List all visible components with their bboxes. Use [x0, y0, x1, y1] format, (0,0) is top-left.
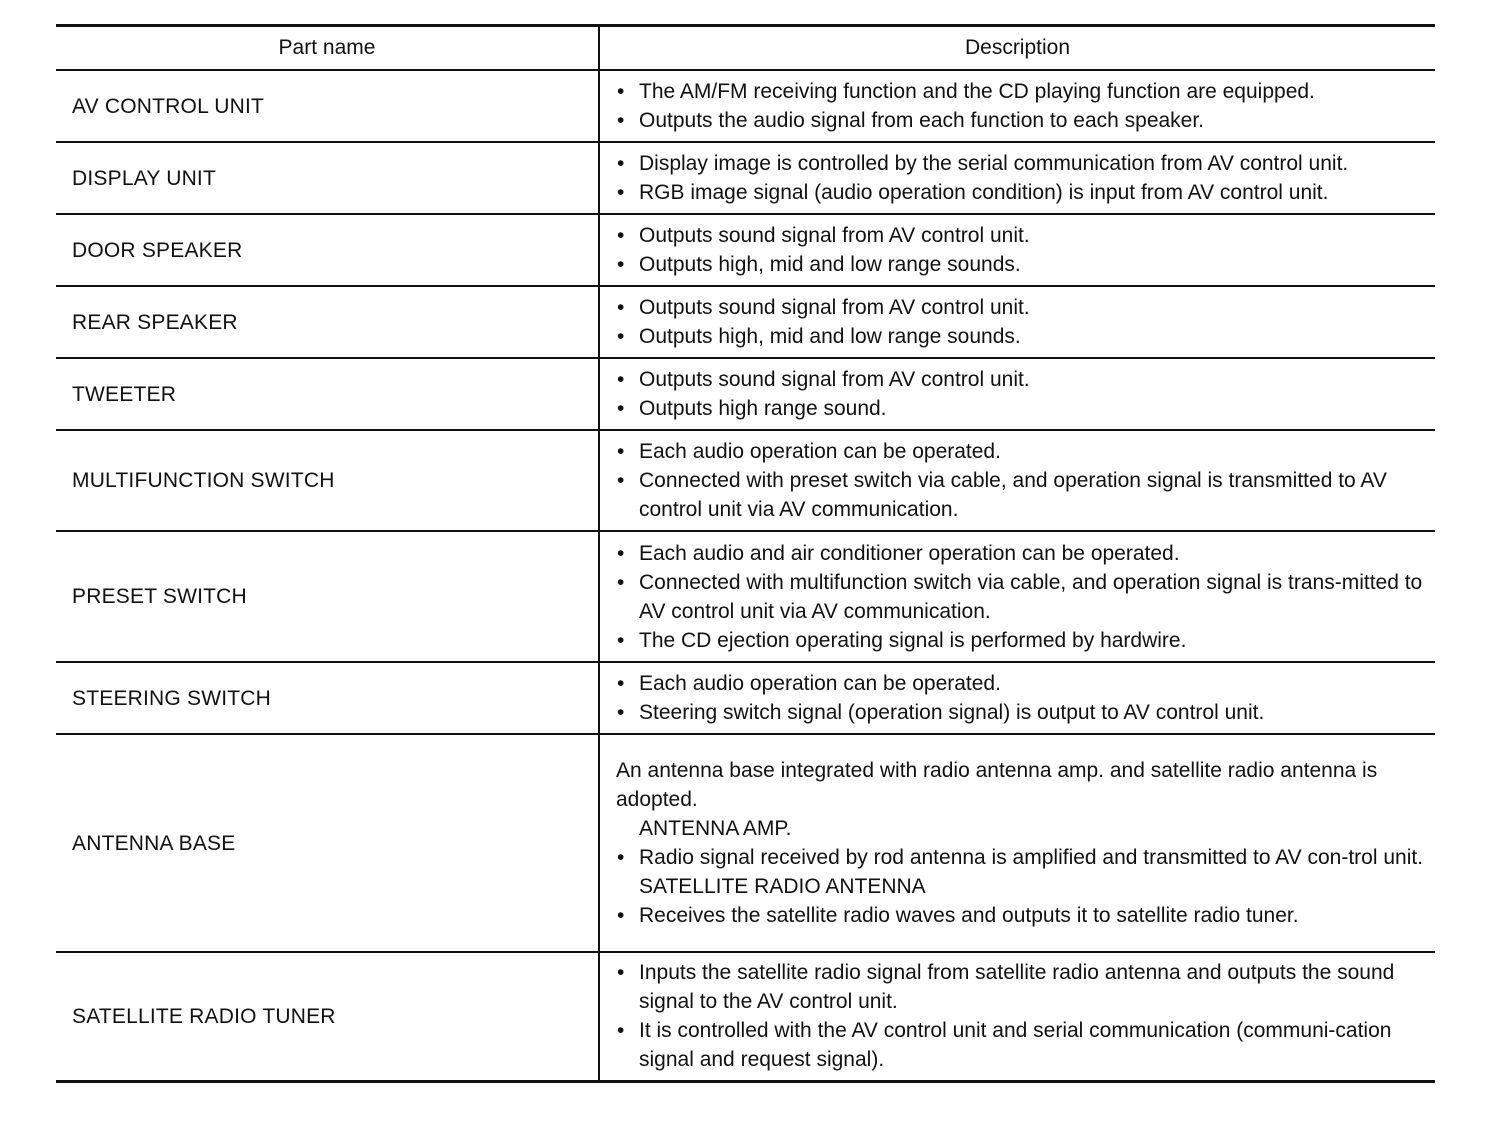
part-name-cell: MULTIFUNCTION SWITCH — [56, 430, 599, 531]
description-cell — [599, 662, 1435, 734]
description-cell — [599, 734, 1435, 952]
table-row — [56, 358, 1435, 430]
table-row — [56, 70, 1435, 142]
part-name-cell: REAR SPEAKER — [56, 286, 599, 358]
table-row — [56, 734, 1435, 952]
list-item: • Outputs high range sound. — [616, 394, 1427, 423]
part-name-cell: TWEETER — [56, 358, 599, 430]
list-item: • Outputs the audio signal from each function to each speaker. — [616, 106, 1427, 135]
table-row — [56, 214, 1435, 286]
list-item: • Each audio operation can be operated. — [616, 669, 1427, 698]
list-item: • Outputs high, mid and low range sounds. — [616, 322, 1427, 351]
table-header-row — [56, 26, 1435, 71]
list-item: • Display image is controlled by the serial communication from AV control unit. — [616, 149, 1427, 178]
description-list — [616, 539, 1427, 655]
list-item: • Outputs sound signal from AV control unit. — [616, 293, 1427, 322]
antenna-base-intro: An antenna base integrated with radio antenna amp. and satellite radio antenna is adopted. — [616, 759, 1378, 811]
list-item: • Each audio operation can be operated. — [616, 437, 1427, 466]
list-item: • Steering switch signal (operation signal) is output to AV control unit. — [616, 698, 1427, 727]
part-name-cell: DISPLAY UNIT — [56, 142, 599, 214]
list-item: • Inputs the satellite radio signal from satellite radio antenna and outputs the sound signal to the AV control unit. — [616, 958, 1427, 1016]
description-list — [616, 293, 1427, 351]
description-list — [616, 365, 1427, 423]
antenna-amp-heading: ANTENNA AMP. — [639, 817, 792, 840]
description-list — [616, 669, 1427, 727]
table-row — [56, 142, 1435, 214]
list-item: • Each audio and air conditioner operation can be operated. — [616, 539, 1427, 568]
list-item: • Radio signal received by rod antenna is amplified and transmitted to AV con-trol unit. — [616, 843, 1427, 872]
parts-description-table — [56, 24, 1435, 1083]
description-cell — [599, 70, 1435, 142]
list-item: • Receives the satellite radio waves and outputs it to satellite radio tuner. — [616, 901, 1427, 930]
part-name-cell: SATELLITE RADIO TUNER — [56, 952, 599, 1081]
header-description: Description — [599, 26, 1435, 71]
part-name-cell: STEERING SWITCH — [56, 662, 599, 734]
description-list — [616, 149, 1427, 207]
description-cell — [599, 430, 1435, 531]
description-list — [616, 901, 1427, 930]
description-cell — [599, 358, 1435, 430]
satellite-antenna-heading: SATELLITE RADIO ANTENNA — [639, 875, 926, 898]
description-cell — [599, 286, 1435, 358]
part-name-cell: ANTENNA BASE — [56, 734, 599, 952]
table-row — [56, 531, 1435, 662]
description-cell — [599, 531, 1435, 662]
list-item: • Connected with preset switch via cable, and operation signal is transmitted to AV control unit via AV communication. — [616, 466, 1427, 524]
part-name-cell: DOOR SPEAKER — [56, 214, 599, 286]
header-part-name: Part name — [56, 26, 599, 71]
table-row — [56, 286, 1435, 358]
description-list — [616, 843, 1427, 872]
list-item: • It is controlled with the AV control unit and serial communication (communi-cation signal and request signal). — [616, 1016, 1427, 1074]
description-cell — [599, 214, 1435, 286]
description-list — [616, 437, 1427, 524]
list-item: • The AM/FM receiving function and the CD playing function are equipped. — [616, 77, 1427, 106]
description-list — [616, 958, 1427, 1074]
description-cell — [599, 142, 1435, 214]
description-cell — [599, 952, 1435, 1081]
description-list — [616, 77, 1427, 135]
part-name-cell: PRESET SWITCH — [56, 531, 599, 662]
list-item: • Outputs high, mid and low range sounds. — [616, 250, 1427, 279]
table-row — [56, 430, 1435, 531]
list-item: • Connected with multifunction switch via cable, and operation signal is trans-mitted to AV control unit via AV communication. — [616, 568, 1427, 626]
part-name-cell: AV CONTROL UNIT — [56, 70, 599, 142]
description-list — [616, 221, 1427, 279]
list-item: • The CD ejection operating signal is performed by hardwire. — [616, 626, 1427, 655]
list-item: • Outputs sound signal from AV control unit. — [616, 221, 1427, 250]
list-item: • RGB image signal (audio operation condition) is input from AV control unit. — [616, 178, 1427, 207]
table-row — [56, 662, 1435, 734]
parts-table-container — [56, 24, 1435, 1083]
list-item: • Outputs sound signal from AV control unit. — [616, 365, 1427, 394]
table-row — [56, 952, 1435, 1081]
